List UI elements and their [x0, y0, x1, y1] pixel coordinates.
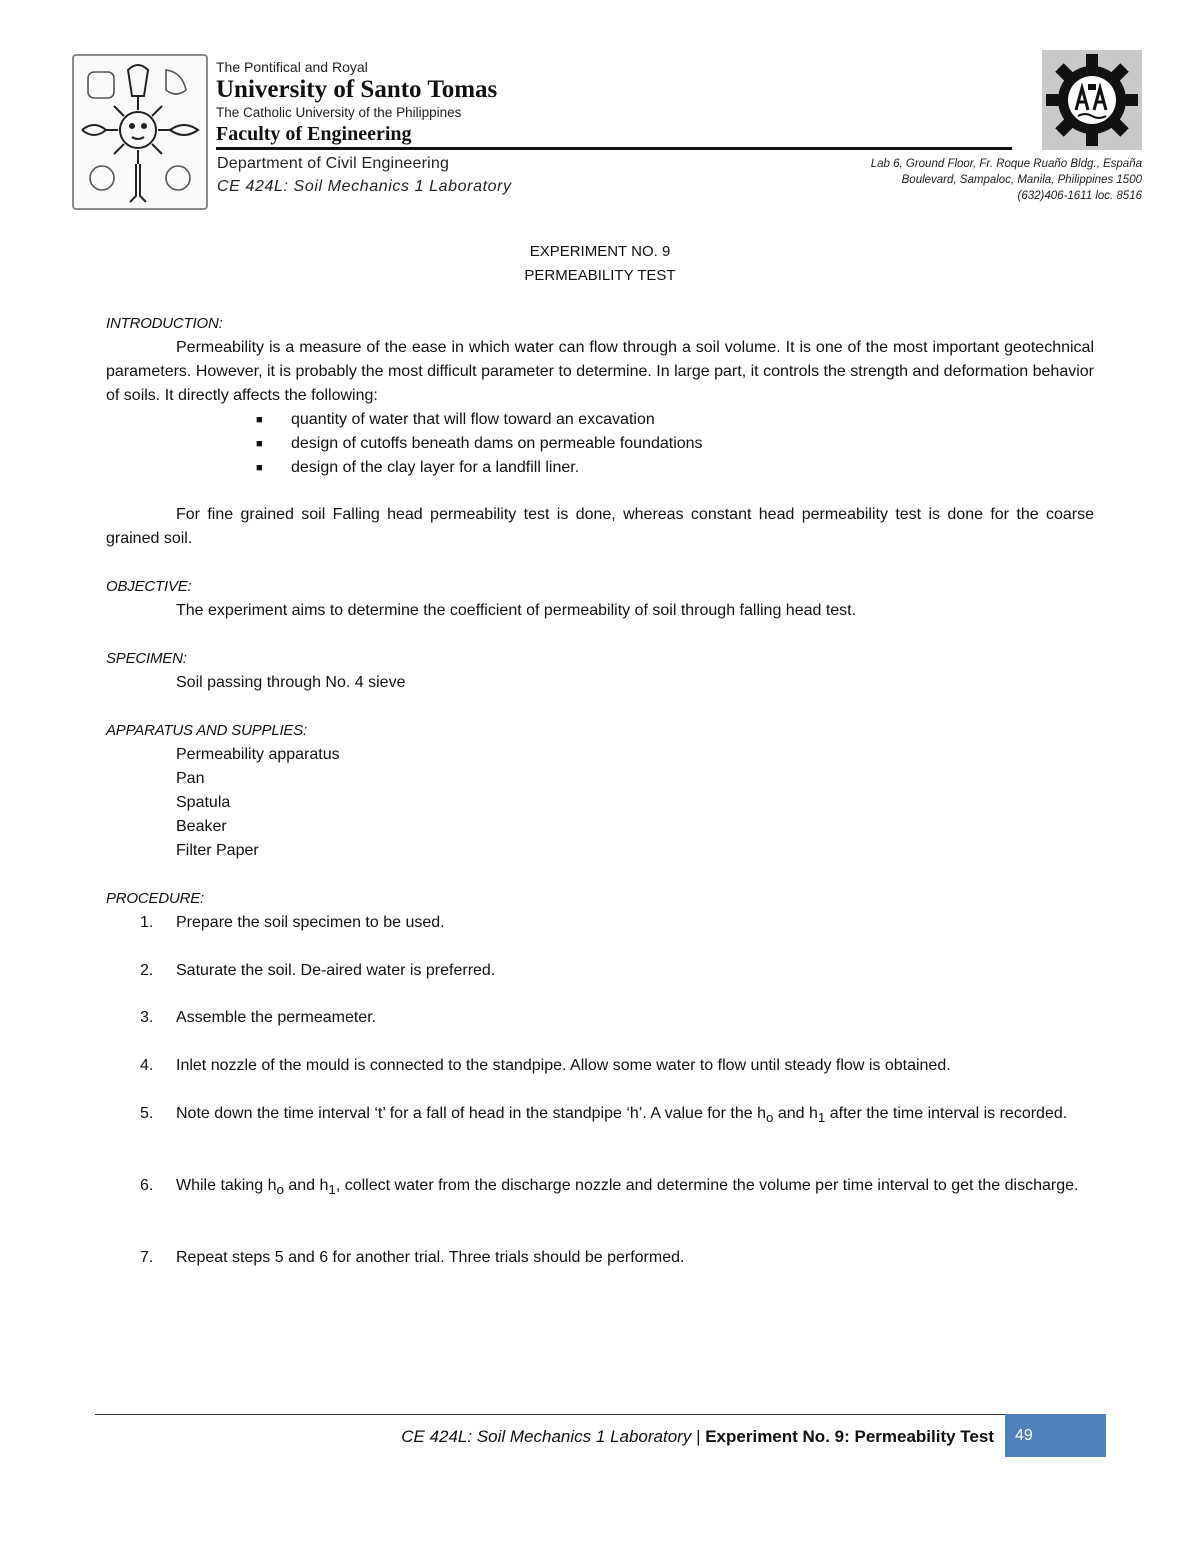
specimen-heading: SPECIMEN:: [106, 650, 187, 667]
footer-title: Experiment No. 9: Permeability Test: [705, 1427, 994, 1446]
list-item: Beaker: [176, 818, 227, 835]
address-line: Lab 6, Ground Floor, Fr. Roque Ruaño Bldg., España: [870, 158, 1142, 170]
address-line: Boulevard, Sampaloc, Manila, Philippines 1500: [901, 174, 1142, 186]
procedure-heading: PROCEDURE:: [106, 890, 205, 907]
procedure-step: 5. Note down the time interval ‘t’ for a fall of head in the standpipe ‘h’. A value for the $h_o$ and $h_1$ after the time interval is recorded.: [140, 1105, 1068, 1126]
specimen-text: Soil passing through No. 4 sieve: [176, 674, 406, 691]
list-item: ■ quantity of water that will flow toward an excavation: [256, 411, 655, 428]
university-seal-logo: [72, 54, 208, 210]
address-phone: (632)406-1611 loc. 8516: [1017, 190, 1142, 202]
experiment-title: PERMEABILITY TEST: [524, 267, 676, 284]
procedure-step: 6. While taking $h_o$ and $h_1$, collect water from the discharge nozzle and determine the volume per time interval to get the discharge.: [140, 1177, 1079, 1198]
list-item: Pan: [176, 770, 205, 787]
introduction-heading: INTRODUCTION:: [106, 315, 223, 332]
footer-separator: |: [691, 1427, 706, 1446]
university-tagline: The Catholic University of the Philippines: [216, 105, 462, 120]
apparatus-heading: APPARATUS AND SUPPLIES:: [106, 722, 308, 739]
procedure-step: 2. Saturate the soil. De-aired water is preferred.: [140, 962, 496, 979]
sun-crest-icon: [74, 56, 206, 208]
objective-text: The experiment aims to determine the coefficient of permeability of soil through falling head test.: [176, 602, 857, 619]
list-item: Filter Paper: [176, 842, 259, 859]
procedure-step: 3. Assemble the permeameter.: [140, 1009, 377, 1026]
experiment-number: EXPERIMENT NO. 9: [529, 243, 671, 260]
procedure-step: 1. Prepare the soil specimen to be used.: [140, 914, 445, 931]
introduction-paragraph: [106, 336, 1094, 408]
institution-line: The Pontifical and Royal: [216, 59, 368, 75]
page-number: 49: [1005, 1414, 1106, 1457]
list-item: ■ design of the clay layer for a landfill liner.: [256, 459, 580, 476]
list-item: Spatula: [176, 794, 231, 811]
footer-course: CE 424L: Soil Mechanics 1 Laboratory: [401, 1427, 692, 1446]
lab-address: [722, 156, 1142, 204]
gear-icon: [1042, 50, 1142, 150]
introduction-text: Permeability is a measure of the ease in which water can flow through a soil volume. It is one of the most important geotechnical parameters. However, it is probably the most difficult parameter to determine. In large part, it controls the strength and deformation behavior of soils. It directly affects the following:: [106, 339, 1094, 404]
header-divider: [216, 147, 1012, 150]
course-name: CE 424L: Soil Mechanics 1 Laboratory: [217, 178, 512, 195]
footer-divider: [95, 1414, 1005, 1415]
footer-caption: [401, 1425, 994, 1449]
procedure-step: 4. Inlet nozzle of the mould is connected to the standpipe. Allow some water to flow until steady flow is obtained.: [140, 1057, 951, 1074]
objective-heading: OBJECTIVE:: [106, 578, 192, 595]
university-name: University of Santo Tomas: [216, 76, 498, 103]
engineering-emblem-logo: [1042, 50, 1142, 150]
department-name: Department of Civil Engineering: [217, 155, 450, 172]
test-type-text: For fine grained soil Falling head permeability test is done, whereas constant head permeability test is done for the coarse grained soil.: [106, 506, 1094, 547]
list-item: Permeability apparatus: [176, 746, 340, 763]
test-type-paragraph: [106, 503, 1094, 551]
faculty-name: Faculty of Engineering: [216, 123, 412, 145]
procedure-step: 7. Repeat steps 5 and 6 for another trial. Three trials should be performed.: [140, 1249, 685, 1266]
institution-block: [216, 58, 1016, 146]
list-item: ■ design of cutoffs beneath dams on permeable foundations: [256, 435, 703, 452]
